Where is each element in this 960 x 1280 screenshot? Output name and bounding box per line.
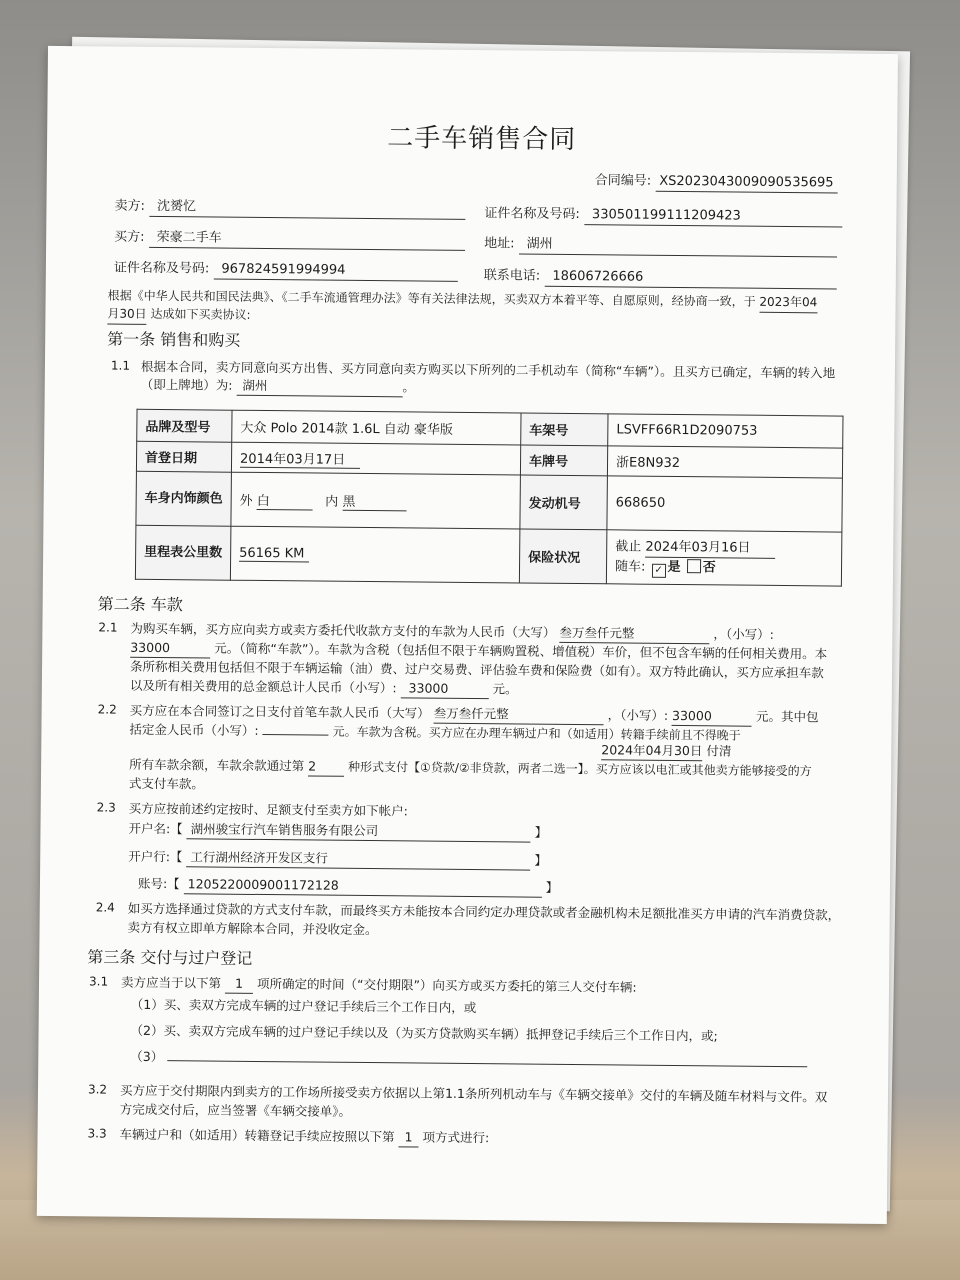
phone-row: [484, 266, 837, 289]
first-payment-lowercase: 33000: [672, 706, 752, 727]
first-payment-uppercase: 叁万叁仟元整: [434, 704, 604, 726]
clause-2-1-line4: [130, 676, 518, 700]
delivery-option-3: [130, 1047, 807, 1072]
bracket-close-3: 】: [545, 879, 559, 895]
delivery-option-3-blank: [167, 1060, 807, 1067]
intro-line-2: [107, 305, 250, 326]
clause-3-1-line1: [121, 973, 637, 998]
price-uppercase: 叁万叁仟元整: [559, 623, 709, 644]
address-row: [484, 234, 837, 257]
bank-row: [128, 847, 547, 871]
clause-2-4-num: 2.4: [95, 900, 115, 915]
color-label: 车身内饰颜色: [136, 471, 232, 526]
buyer-label: 买方:: [114, 229, 145, 245]
registration-location: 湖州: [236, 376, 402, 398]
clause-2-1-text-a: 为购买车辆，买方应向卖方或卖方委托代收款方支付的车款为人民币（大写）: [130, 620, 556, 640]
contract-number-label: 合同编号:: [594, 173, 652, 189]
article-3-heading: 第三条 交付与过户登记: [87, 947, 253, 968]
clause-2-2-text-c: 元。其中包: [755, 708, 819, 725]
clause-3-1-num: 3.1: [88, 974, 109, 989]
brand-model: 大众 Polo 2014款 1.6L 自动 豪华版: [232, 410, 521, 445]
clause-1-1-text2: （即上牌地）为:: [140, 376, 233, 393]
no-label: 否: [702, 559, 716, 575]
phone-label: 联系电话:: [483, 268, 541, 284]
insurance-cell: [606, 530, 842, 586]
interior-label: 内: [325, 494, 339, 510]
clause-2-2-num: 2.2: [97, 702, 117, 717]
clause-3-2-line2: 方完成交付后，应当签署《车辆交接单》。: [119, 1101, 352, 1119]
payment-deadline: 2024年04月30日: [601, 740, 702, 761]
contract-number: XS2023043009090535695: [655, 172, 837, 194]
mileage-label: 里程表公里数: [135, 525, 231, 580]
account-number-row: [138, 874, 558, 898]
delivery-option-1: （1）买、卖双方完成车辆的过户登记手续后三个工作日内，或: [130, 996, 477, 1016]
buyer-name: 荣豪二手车: [149, 228, 465, 251]
bracket-close-2: 】: [534, 852, 548, 868]
engine-number: 668650: [607, 476, 843, 532]
clause-2-1-text-b: ，（小写）:: [713, 626, 774, 642]
contract-number-row: [595, 171, 838, 193]
insurance-label: 保险状况: [519, 529, 607, 584]
reg-date: 2014年03月17日: [240, 447, 360, 468]
bracket-close-1: 】: [534, 824, 548, 840]
reg-date-label: 首登日期: [136, 441, 231, 472]
account-name: 湖州骏宝行汽车销售服务有限公司: [187, 819, 531, 842]
buyer-id-row: [114, 259, 458, 282]
clause-2-1-text-f: 元。: [492, 681, 518, 697]
clause-3-3-num: 3.3: [87, 1126, 107, 1141]
contract-page: [37, 46, 898, 1224]
contract-title: 二手车销售合同: [387, 123, 577, 155]
delivery-option-3-label: （3）: [130, 1048, 164, 1065]
delivery-option-2: （2）买、卖双方完成车辆的过户登记手续以及（为买方贷款购买车辆）抵押登记手续后三个工作日内，或;: [130, 1022, 718, 1044]
clause-2-2-deadline: [601, 740, 731, 761]
engine-label: 发动机号: [520, 475, 608, 530]
clause-3-3-text-b: 项方式进行:: [422, 1129, 490, 1146]
clause-2-2-text-g: 所有车款余额，车款余款通过第: [129, 756, 305, 774]
clause-2-4-line1: 如买方选择通过贷款的方式支付车款，而最终买方未能按本合同约定办理贷款或者金融机构未足额批准买方申请的汽车消费贷款，: [127, 900, 841, 923]
bank-name: 工行湖州经济开发区支行: [186, 847, 530, 870]
exterior-color: 白: [257, 489, 313, 510]
clause-2-2-text-b: ，（小写）:: [607, 707, 669, 723]
seller-id-label: 证件名称及号码:: [484, 206, 580, 223]
interior-color: 黑: [342, 490, 406, 511]
buyer-row: [114, 228, 465, 251]
seller-id-row: [484, 204, 842, 227]
vehicle-info-table: [135, 409, 844, 587]
vin: LSVFF66R1D2090753: [608, 414, 843, 448]
clause-3-1-text-a: 卖方应当于以下第: [120, 974, 222, 991]
seller-name: 沈赟忆: [149, 197, 465, 220]
clause-3-2-line1: 买方应于交付期限内到卖方的工作场所接受卖方依据以上第1.1条所列机动车与《车辆交接单》交付的车辆及随车材料与文件。双: [119, 1082, 828, 1105]
vin-label: 车架号: [521, 413, 608, 446]
account-name-row: [128, 819, 547, 843]
clause-2-4-line2: 卖方有权立即单方解除本合同，并没收定金。: [127, 919, 378, 938]
plate-label: 车牌号: [520, 445, 607, 476]
seller-id: 330501199111209423: [584, 205, 842, 227]
clause-3-2-num: 3.2: [87, 1082, 108, 1097]
clause-2-2-text-f: 付清: [706, 743, 732, 759]
no-checkbox[interactable]: [687, 559, 701, 573]
clause-2-1-text-e: 以及所有相关费用的总金额总计人民币（小写）:: [129, 677, 397, 696]
bank-label: 开户行:【: [128, 848, 183, 865]
buyer-id: 967824591994994: [213, 260, 457, 282]
clause-2-3-text: 买方应按前述约定按时、足额支付至卖方如下帐户:: [128, 800, 408, 819]
clause-1-1-period: 。: [402, 379, 416, 395]
account-number-label: 账号:【: [137, 875, 180, 892]
mileage: 56165 KM: [239, 545, 309, 562]
clause-2-1-text-c: 元。（简称“车款”）。车款为含税（包括但不限于车辆购置税、增值税）车价，但不包含车辆的任何相关费用。本: [214, 640, 828, 662]
clause-2-3-num: 2.3: [96, 800, 116, 815]
clause-1-1-num: 1.1: [110, 358, 131, 373]
phone: 18606726666: [544, 267, 836, 290]
clause-1-1-line2: [141, 375, 415, 398]
brand-label: 品牌及型号: [137, 409, 232, 442]
clause-2-2-text-a: 买方应在本合同签订之日支付首笔车款人民币（大写）: [129, 702, 430, 721]
clause-3-3-line1: [119, 1125, 489, 1149]
clause-2-1-line3: 条所称相关费用包括但不限于车辆运输（油）费、过户交易费、评估验车费和保险费（如有）。双方特此确认，买方应承担车款: [129, 658, 824, 681]
account-number: 1205220009001172128: [184, 874, 542, 897]
transfer-option-choice: 1: [398, 1127, 418, 1147]
clause-3-1-text-b: 项所确定的时间（“交付期限”）向买方或买方委托的第三人交付车辆:: [256, 975, 637, 995]
insurance-until: 2024年03月16日: [645, 537, 775, 558]
clause-2-2-text-h: 种形式支付【①贷款/②非贷款，两者二选一】。买方应该以电汇或其他卖方能够接受的方: [348, 759, 812, 779]
intro-date-part-b: 月30日: [107, 305, 146, 325]
intro-text-2: 达成如下买卖协议:: [150, 306, 251, 322]
yes-check-mark: ✓: [654, 564, 663, 576]
clause-2-2-text-e: 元。车款为含税。买方应在办理车辆过户和（如适用）转籍手续前且不得晚于: [332, 724, 741, 743]
clause-3-3-text-a: 车辆过户和（如适用）转籍登记手续应按照以下第: [119, 1126, 395, 1145]
delivery-option-choice: 1: [225, 974, 253, 994]
exterior-label: 外: [239, 493, 253, 509]
intro-date-part-a: 2023年04: [759, 293, 817, 314]
total-amount: 33000: [400, 678, 488, 699]
clause-2-1-num: 2.1: [98, 620, 118, 635]
account-name-label: 开户名:【: [128, 820, 183, 837]
yes-checkbox[interactable]: [651, 563, 665, 577]
deposit-amount: [263, 734, 329, 736]
insurance-until-label: 截止: [615, 538, 642, 555]
plate-number: 浙E8N932: [607, 446, 842, 478]
price-lowercase: 33000: [130, 638, 210, 659]
intro-text: 根据《中华人民共和国民法典》、《二手车流通管理办法》等有关法律法规，买卖双方本着平等、自愿原则，经协商一致，于: [107, 288, 756, 309]
insurance-follow-label: 随车:: [614, 558, 646, 575]
clause-2-2-line4: 式支付车款。: [128, 775, 205, 792]
clause-1-1-text: 根据本合同，卖方同意向买方出售、买方同意向卖方购买以下所列的二手机动车（简称“车辆”）。且买方已确定，车辆的转入地: [140, 358, 836, 381]
seller-label: 卖方:: [114, 198, 145, 214]
yes-label: 是: [667, 559, 681, 575]
clause-2-2-text-d: 括定金人民币（小写）:: [129, 721, 259, 738]
seller-row: [114, 197, 465, 220]
address: 湖州: [519, 234, 837, 257]
buyer-id-label: 证件名称及号码:: [113, 260, 210, 277]
payment-method: 2: [308, 756, 344, 776]
article-1-heading: 第一条 销售和购买: [107, 329, 241, 350]
address-label: 地址:: [484, 236, 515, 252]
article-2-heading: 第二条 车款: [97, 594, 183, 615]
color-cell: [231, 472, 521, 529]
